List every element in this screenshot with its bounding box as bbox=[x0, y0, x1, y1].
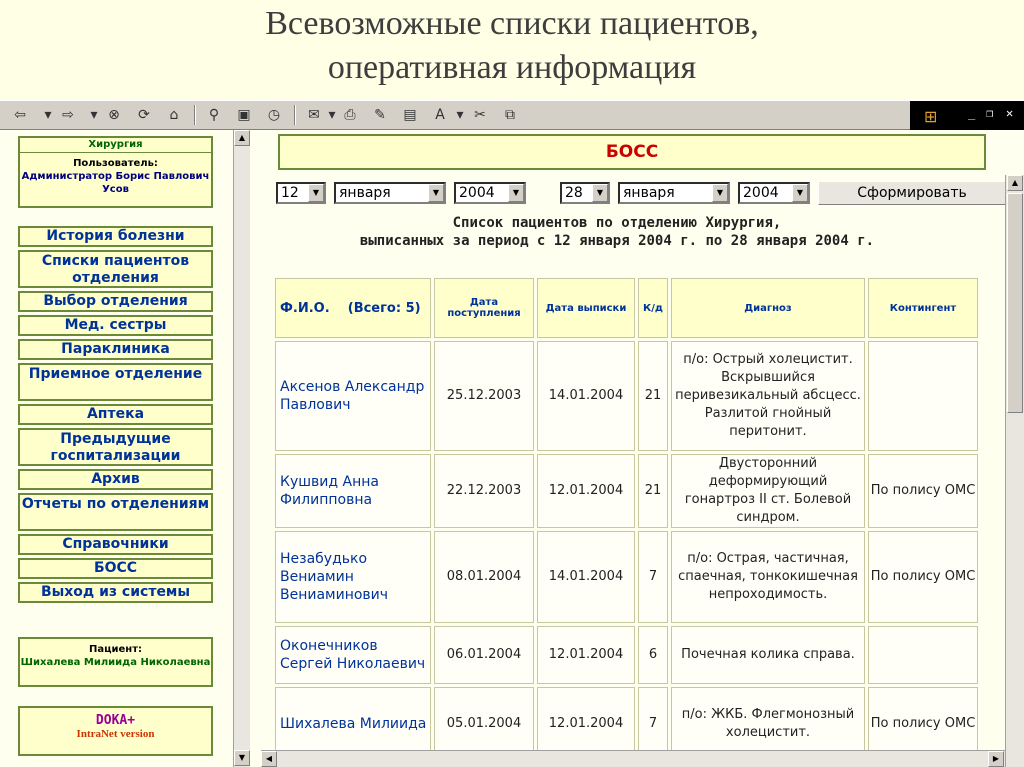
chevron-down-icon[interactable]: ▼ bbox=[308, 184, 324, 202]
chevron-down-icon[interactable]: ▼ bbox=[592, 184, 608, 202]
scroll-up-icon[interactable]: ▲ bbox=[234, 130, 250, 146]
product-version: IntraNet version bbox=[76, 728, 155, 740]
diagnosis-cell: п/о: Острая, частичная, спаечная, тонкокишечная непроходимость. bbox=[671, 531, 865, 623]
menu-item-previous-hospitalizations[interactable]: Предыдущие госпитализации bbox=[18, 428, 213, 466]
diagnosis-cell: Почечная колика справа. bbox=[671, 626, 865, 684]
patient-name-cell[interactable]: Незабудько Вениамин Вениаминович bbox=[275, 531, 431, 623]
chevron-down-icon[interactable]: ▼ bbox=[712, 184, 728, 202]
stop-icon[interactable]: ⊗ bbox=[108, 107, 120, 123]
admission-date-cell: 06.01.2004 bbox=[434, 626, 534, 684]
fio-header-label: Ф.И.О. bbox=[280, 300, 330, 316]
page-header: БОСС bbox=[278, 134, 986, 170]
to-day-value: 28 bbox=[565, 185, 583, 201]
menu-item-paraclinic[interactable]: Параклиника bbox=[18, 339, 213, 360]
chevron-down-icon[interactable]: ▼ bbox=[508, 184, 524, 202]
discharge-date-cell: 12.01.2004 bbox=[537, 454, 635, 528]
menu-item-admission-department[interactable]: Приемное отделение bbox=[18, 363, 213, 401]
history-icon[interactable]: ◷ bbox=[267, 107, 281, 123]
slide-title bbox=[0, 0, 1024, 100]
total-count: (Всего: 5) bbox=[347, 300, 421, 316]
mail-dropdown-icon[interactable]: ▾ bbox=[328, 107, 336, 123]
menu-item-select-department[interactable]: Выбор отделения bbox=[18, 291, 213, 312]
admission-date-cell: 05.01.2004 bbox=[434, 687, 534, 761]
menu-item-history[interactable]: История болезни bbox=[18, 226, 213, 247]
user-name: Администратор Борис Павлович Усов bbox=[21, 171, 210, 195]
menu-item-nurses[interactable]: Мед. сестры bbox=[18, 315, 213, 336]
menu-item-patient-lists[interactable]: Списки пациентов отделения bbox=[18, 250, 213, 288]
patient-name-cell[interactable]: Шихалева Милиида bbox=[275, 687, 431, 761]
toolbar-separator bbox=[294, 105, 296, 125]
back-icon[interactable]: ⇦ bbox=[14, 107, 26, 123]
kd-cell: 7 bbox=[638, 531, 668, 623]
left-frame-scrollbar[interactable] bbox=[233, 130, 250, 767]
slide-title-line2: оперативная информация bbox=[327, 49, 697, 86]
browser-toolbar bbox=[0, 100, 1024, 130]
from-month-value: января bbox=[339, 185, 391, 201]
kd-cell: 21 bbox=[638, 454, 668, 528]
product-logo-box bbox=[18, 706, 213, 756]
scroll-left-icon[interactable]: ◀ bbox=[261, 751, 277, 767]
slide-title-line1: Всевозможные списки пациентов, bbox=[265, 5, 759, 42]
chevron-down-icon[interactable]: ▼ bbox=[792, 184, 808, 202]
table-header-row bbox=[275, 278, 978, 338]
contingent-cell: По полису ОМС bbox=[868, 687, 978, 761]
cut-icon[interactable]: ✂ bbox=[474, 107, 486, 123]
toolbar-separator bbox=[194, 105, 196, 125]
left-navigation-frame bbox=[0, 130, 252, 767]
from-year-select[interactable] bbox=[454, 182, 526, 204]
from-month-select[interactable] bbox=[334, 182, 446, 204]
mail-icon[interactable]: ✉ bbox=[308, 107, 320, 123]
print-icon[interactable]: ⎙ bbox=[344, 107, 356, 123]
diagnosis-cell: п/о: Острый холецистит. Вскрывшийся перивезикальный абсцесс. Разлитой гнойный перитонит. bbox=[671, 341, 865, 451]
chevron-down-icon[interactable]: ▼ bbox=[428, 184, 444, 202]
table-row[interactable] bbox=[275, 341, 978, 451]
to-month-select[interactable] bbox=[618, 182, 730, 204]
patient-name-cell[interactable]: Оконечников Сергей Николаевич bbox=[275, 626, 431, 684]
forward-icon[interactable]: ⇨ bbox=[62, 107, 74, 123]
menu-item-references[interactable]: Справочники bbox=[18, 534, 213, 555]
kd-cell: 7 bbox=[638, 687, 668, 761]
department-name: Хирургия bbox=[20, 138, 211, 153]
scrollbar-thumb[interactable] bbox=[1007, 193, 1023, 413]
admission-date-cell: 08.01.2004 bbox=[434, 531, 534, 623]
column-header-diagnosis: Диагноз bbox=[671, 278, 865, 338]
contingent-cell bbox=[868, 341, 978, 451]
admission-date-cell: 22.12.2003 bbox=[434, 454, 534, 528]
favorites-icon[interactable]: ▣ bbox=[237, 107, 251, 123]
product-logo: DOKA+ bbox=[95, 713, 136, 728]
scroll-up-icon[interactable]: ▲ bbox=[1007, 175, 1023, 191]
translate-icon[interactable]: A bbox=[435, 107, 445, 123]
current-patient-box bbox=[18, 637, 213, 687]
kd-cell: 6 bbox=[638, 626, 668, 684]
current-user-box bbox=[18, 136, 213, 208]
content-scrollbar[interactable] bbox=[1005, 175, 1024, 767]
horizontal-scrollbar[interactable] bbox=[261, 750, 1005, 767]
list-title bbox=[252, 214, 982, 250]
user-label: Пользователь: bbox=[73, 158, 158, 169]
forward-dropdown-icon[interactable]: ▾ bbox=[90, 107, 98, 123]
generate-button[interactable]: Сформировать bbox=[818, 181, 1006, 205]
column-header-kd: К/д bbox=[638, 278, 668, 338]
patient-table bbox=[272, 275, 981, 764]
menu-item-archive[interactable]: Архив bbox=[18, 469, 213, 490]
table-row[interactable] bbox=[275, 626, 978, 684]
diagnosis-cell: Двусторонний деформирующий гонартроз II ст. Болевой синдром. bbox=[671, 454, 865, 528]
column-header-fio bbox=[275, 278, 431, 338]
from-day-select[interactable] bbox=[276, 182, 326, 204]
back-dropdown-icon[interactable]: ▾ bbox=[44, 107, 52, 123]
main-menu bbox=[18, 226, 213, 606]
menu-item-boss[interactable]: БОСС bbox=[18, 558, 213, 579]
from-year-value: 2004 bbox=[459, 185, 495, 201]
discuss-icon[interactable]: ▤ bbox=[403, 107, 417, 123]
discharge-date-cell: 12.01.2004 bbox=[537, 687, 635, 761]
to-year-value: 2004 bbox=[743, 185, 779, 201]
windows-logo-icon: ⊞ bbox=[924, 107, 938, 126]
table-row[interactable] bbox=[275, 454, 978, 528]
patient-name-cell[interactable]: Кушвид Анна Филипповна bbox=[275, 454, 431, 528]
discharge-date-cell: 14.01.2004 bbox=[537, 341, 635, 451]
discharge-date-cell: 12.01.2004 bbox=[537, 626, 635, 684]
diagnosis-cell: п/о: ЖКБ. Флегмонозный холецистит. bbox=[671, 687, 865, 761]
search-icon[interactable]: ⚲ bbox=[208, 107, 220, 123]
patient-name: Шихалева Милиида Николаевна bbox=[20, 657, 211, 668]
menu-item-pharmacy[interactable]: Аптека bbox=[18, 404, 213, 425]
restore-icon[interactable]: ❐ bbox=[986, 106, 994, 120]
column-header-contingent: Контингент bbox=[868, 278, 978, 338]
contingent-cell bbox=[868, 626, 978, 684]
to-month-value: января bbox=[623, 185, 675, 201]
to-year-select[interactable] bbox=[738, 182, 810, 204]
edit-icon[interactable]: ✎ bbox=[374, 107, 386, 123]
windows-logo-area bbox=[910, 101, 1024, 130]
from-day-value: 12 bbox=[281, 185, 299, 201]
table-row[interactable] bbox=[275, 531, 978, 623]
close-icon[interactable]: ✕ bbox=[1006, 106, 1014, 120]
scroll-down-icon[interactable]: ▼ bbox=[234, 750, 250, 766]
column-header-discharge: Дата выписки bbox=[537, 278, 635, 338]
column-header-admission: Дата поступления bbox=[434, 278, 534, 338]
patient-label: Пациент: bbox=[88, 644, 143, 655]
list-title-line1: Список пациентов по отделению Хирургия, bbox=[452, 215, 782, 231]
home-icon[interactable]: ⌂ bbox=[169, 107, 179, 123]
to-day-select[interactable] bbox=[560, 182, 610, 204]
minimize-icon[interactable]: _ bbox=[968, 106, 976, 120]
content-frame bbox=[252, 130, 1024, 767]
menu-item-department-reports[interactable]: Отчеты по отделениям bbox=[18, 493, 213, 531]
refresh-icon[interactable]: ⟳ bbox=[138, 107, 150, 123]
admission-date-cell: 25.12.2003 bbox=[434, 341, 534, 451]
patient-name-cell[interactable]: Аксенов Александр Павлович bbox=[275, 341, 431, 451]
scroll-right-icon[interactable]: ▶ bbox=[988, 751, 1004, 767]
menu-item-logout[interactable]: Выход из системы bbox=[18, 582, 213, 603]
list-title-line2: выписанных за период с 12 января 2004 г. по 28 января 2004 г. bbox=[359, 233, 875, 249]
translate-dropdown-icon[interactable]: ▾ bbox=[456, 107, 464, 123]
contingent-cell: По полису ОМС bbox=[868, 454, 978, 528]
contingent-cell: По полису ОМС bbox=[868, 531, 978, 623]
copy-icon[interactable]: ⧉ bbox=[505, 107, 515, 123]
discharge-date-cell: 14.01.2004 bbox=[537, 531, 635, 623]
kd-cell: 21 bbox=[638, 341, 668, 451]
